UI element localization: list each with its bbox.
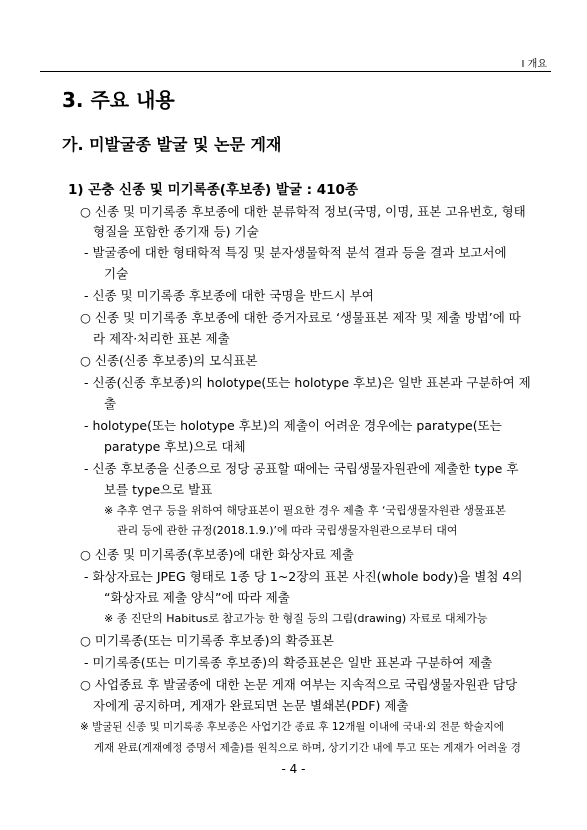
bullet-line: ○ 신종(신종 후보종)의 모식표본: [80, 353, 258, 368]
dash-line: - 신종(신종 후보종)의 holotype(또는 holotype 후보)은 일반 표본과 구분하여 제: [84, 375, 531, 390]
bullet-line: ○ 신종 및 미기록종 후보종에 대한 분류학적 정보(국명, 이명, 표본 고유번호, 형태: [80, 204, 526, 219]
continuation-line: 출: [104, 396, 117, 411]
subsection-heading: 가. 미발굴종 발굴 및 논문 게재: [62, 135, 282, 154]
continuation-line: 기술: [104, 266, 129, 281]
dash-line: - 미기록종(또는 미기록종 후보종)의 확증표본은 일반 표본과 구분하여 제출: [84, 655, 493, 670]
continuation-line: 자에게 공지하며, 게재가 완료되면 논문 별쇄본(PDF) 제출: [93, 698, 409, 713]
continuation-line: 보를 type으로 발표: [104, 482, 213, 497]
section-heading: 3. 주요 내용: [62, 88, 175, 112]
note-line: ※ 추후 연구 등을 위하여 해당표본이 필요한 경우 제출 후 ‘국립생물자원관 생물표본: [104, 504, 506, 517]
continuation-line: “화상자료 제출 양식”에 따라 제출: [104, 590, 290, 605]
dash-line: - 신종 후보종을 신종으로 정당 공표할 때에는 국립생물자원관에 제출한 type 후: [84, 461, 519, 476]
dash-line: - 화상자료는 JPEG 형태로 1종 당 1~2장의 표본 사진(whole body)을 별첨 4의: [84, 569, 523, 584]
continuation-line: paratype 후보)으로 대체: [104, 439, 246, 454]
item-heading: 1) 곤충 신종 및 미기록종(후보종) 발굴 : 410종: [68, 182, 358, 198]
bullet-line: ○ 사업종료 후 발굴종에 대한 논문 게재 여부는 지속적으로 국립생물자원관 담당: [80, 677, 518, 692]
footnote-continuation: 게재 완료(게재예정 증명서 제출)를 원칙으로 하며, 상기기간 내에 투고 또는 게재가 어려울 경: [94, 742, 521, 754]
note-continuation: 관리 등에 관한 규정(2018.1.9.)’에 따라 국립생물자원관으로부터 대여: [117, 524, 458, 537]
dash-line: - 발굴종에 대한 형태학적 특징 및 분자생물학적 분석 결과 등을 결과 보고서에: [84, 245, 507, 260]
bullet-line: ○ 미기록종(또는 미기록종 후보종)의 확증표본: [80, 633, 334, 648]
header-rule: [40, 71, 551, 72]
running-header: Ⅰ 개요: [521, 59, 547, 70]
dash-line: - 신종 및 미기록종 후보종에 대한 국명을 반드시 부여: [84, 288, 374, 303]
dash-line: - holotype(또는 holotype 후보)의 제출이 어려운 경우에는 paratype(또는: [84, 418, 502, 433]
continuation-line: 형질을 포함한 종기재 등) 기술: [93, 224, 259, 239]
bullet-line: ○ 신종 및 미기록종(후보종)에 대한 화상자료 제출: [80, 547, 354, 562]
page-number: - 4 -: [281, 762, 306, 776]
bullet-line: ○ 신종 및 미기록종 후보종에 대한 증거자료로 ‘생물표본 제작 및 제출 방법’에 따: [80, 310, 521, 325]
footnote-line: ※ 발굴된 신종 및 미기록종 후보종은 사업기간 종료 후 12개월 이내에 국내·외 전문 학술지에: [80, 721, 504, 733]
continuation-line: 라 제작·처리한 표본 제출: [93, 331, 230, 346]
note-line: ※ 종 진단의 Habitus로 참고가능 한 형질 등의 그림(drawing) 자료로 대체가능: [104, 612, 488, 625]
